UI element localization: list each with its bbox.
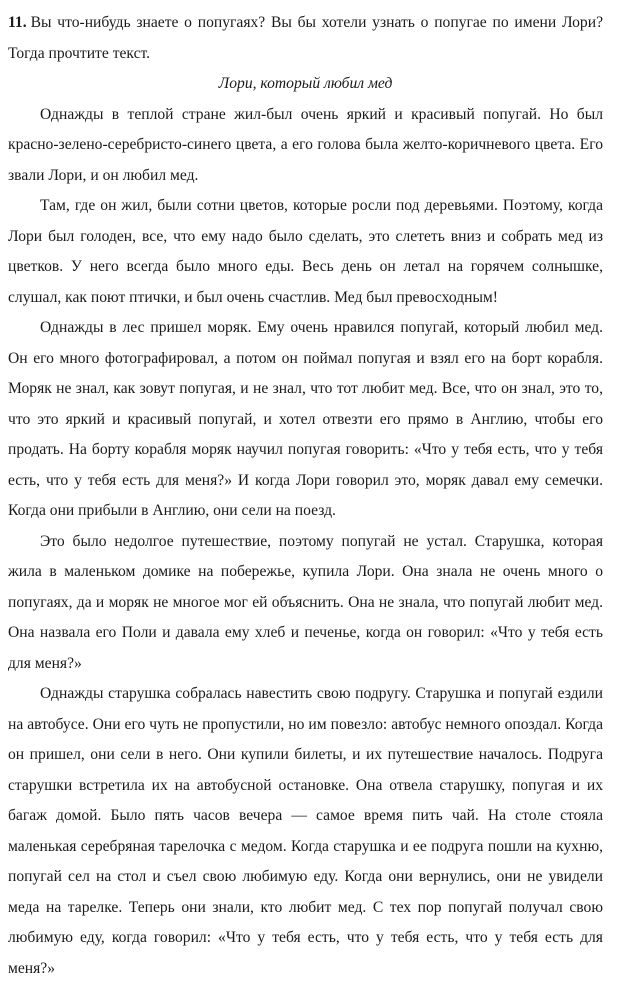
task-intro [8, 8, 603, 69]
document-page [8, 8, 603, 984]
task-number: 11. [8, 14, 27, 31]
story-title: Лори, который любил мед [218, 75, 393, 92]
paragraph-2: Там, где он жил, были сотни цветов, которые росли под деревьями. Поэтому, когда Лори был голоден, все, что ему надо было сделать, это слететь вниз и собрать мед из цветков. У него всегда было много еды. Весь день он летал на горячем солнышке, слушал, как поют птички, и был очень счастлив. Мед был превосходным! [8, 197, 603, 306]
paragraph-3: Однажды в лес пришел моряк. Ему очень нравился попугай, который любил мед. Он его много фотографировал, а потом он поймал попугая и взял его на борт корабля. Моряк не знал, как зовут попугая, и не знал, что тот любит мед. Все, что он знал, это то, что это яркий и красивый попугай, и хотел отвезти его прямо в Англию, чтобы его продать. На борту корабля моряк научил попугая говорить: «Что у тебя есть, что у тебя есть, что у тебя есть для меня?» И когда Лори говорил это, моряк давал ему семечки. Когда они прибыли в Англию, они сели на поезд. [8, 319, 603, 519]
paragraph-5: Однажды старушка собралась навестить свою подругу. Старушка и попугай ездили на автобусе. Они его чуть не пропустили, но им повезло: автобус немного опоздал. Когда он пришел, они сели в него. Они купили билеты, и их путешествие началось. Подруга старушки встретила их на автобусной остановке. Она отвела старушку, попугая и их багаж домой. Было пять часов вечера — самое время пить чай. На столе стояла маленькая серебряная тарелочка с медом. Когда старушка и ее подруга пошли на кухню, попугай сел на стол и съел свою любимую еду. Когда они вернулись, они не увидели меда на тарелке. Теперь они знали, кто любит мед. С тех пор попугай получал свою любимую еду, когда говорил: «Что у тебя есть, что у тебя есть, что у тебя есть для меня?» [8, 685, 603, 977]
paragraph-1: Однажды в теплой стране жил-был очень яркий и красивый попугай. Но был красно-зелено-серебристо-синего цвета, а его голова была желто-коричневого цвета. Его звали Лори, и он любил мед. [8, 105, 603, 184]
paragraph-4: Это было недолгое путешествие, поэтому попугай не устал. Старушка, которая жила в маленьком домике на побережье, купила Лори. Она знала не очень много о попугаях, да и моряк не многое мог ей объяснить. Она не знала, что попугай любит мед. Она назвала его Поли и давала ему хлеб и печенье, когда он говорил: «Что у тебя есть для меня?» [8, 532, 603, 672]
task-text: Вы что-нибудь знаете о попугаях? Вы бы хотели узнать о попугае по имени Лори? Тогда прочтите текст. [8, 14, 603, 62]
